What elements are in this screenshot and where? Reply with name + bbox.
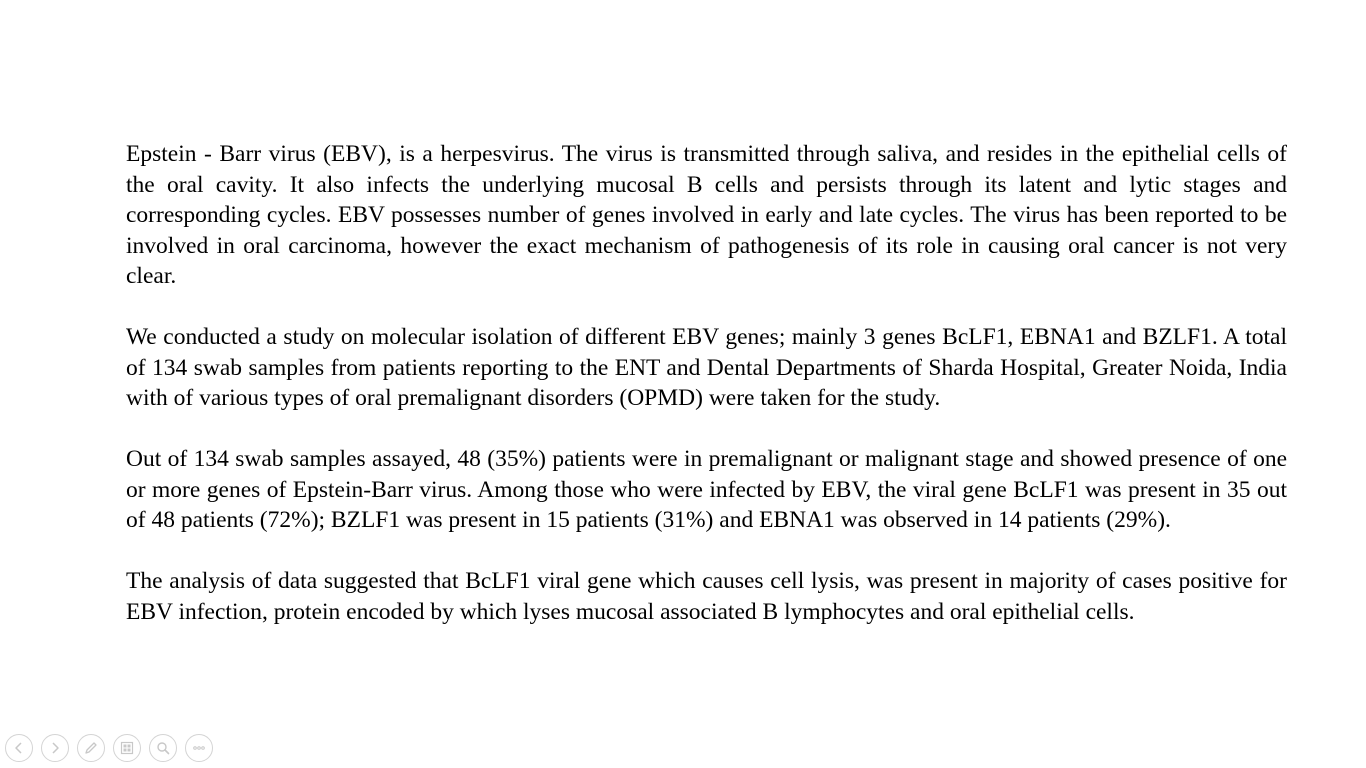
slideshow-toolbar (5, 734, 213, 764)
paragraph-conclusion: The analysis of data suggested that BcLF1 viral gene which causes cell lysis, was present in majority of cases positive for EBV infection, protein encoded by which lyses mucosal associated B lymphocytes and oral epithelial cells. (126, 568, 1287, 625)
more-options-icon (191, 740, 207, 756)
slides-grid-icon (119, 740, 135, 756)
next-arrow-icon (47, 740, 63, 756)
paragraph-study: We conducted a study on molecular isolation of different EBV genes; mainly 3 genes BcLF1, EBNA1 and BZLF1. A total of 134 swab samples from patients reporting to the ENT and Dental Departments of Sharda Hospital, Greater Noida, India with of various types of oral premalignant disorders (OPMD) were taken for the study. (126, 324, 1287, 411)
slide-text-body (126, 139, 1287, 627)
previous-slide-button[interactable] (5, 734, 33, 762)
see-all-slides-button[interactable] (113, 734, 141, 762)
zoom-button[interactable] (149, 734, 177, 762)
paragraph-intro: Epstein - Barr virus (EBV), is a herpesvirus. The virus is transmitted through saliva, and resides in the epithelial cells of the oral cavity. It also infects the underlying mucosal B cells and persists through its latent and lytic stages and corresponding cycles. EBV possesses number of genes involved in early and late cycles. The virus has been reported to be involved in oral carcinoma, however the exact mechanism of pathogenesis of its role in causing oral cancer is not very clear. (126, 141, 1287, 289)
pen-icon (83, 740, 99, 756)
more-options-button[interactable] (185, 734, 213, 762)
previous-arrow-icon (11, 740, 27, 756)
paragraph-results: Out of 134 swab samples assayed, 48 (35%) patients were in premalignant or malignant stage and showed presence of one or more genes of Epstein-Barr virus. Among those who were infected by EBV, the viral gene BcLF1 was present in 35 out of 48 patients (72%); BZLF1 was present in 15 patients (31%) and EBNA1 was observed in 14 patients (29%). (126, 446, 1287, 533)
next-slide-button[interactable] (41, 734, 69, 762)
zoom-icon (155, 740, 171, 756)
pen-tool-button[interactable] (77, 734, 105, 762)
